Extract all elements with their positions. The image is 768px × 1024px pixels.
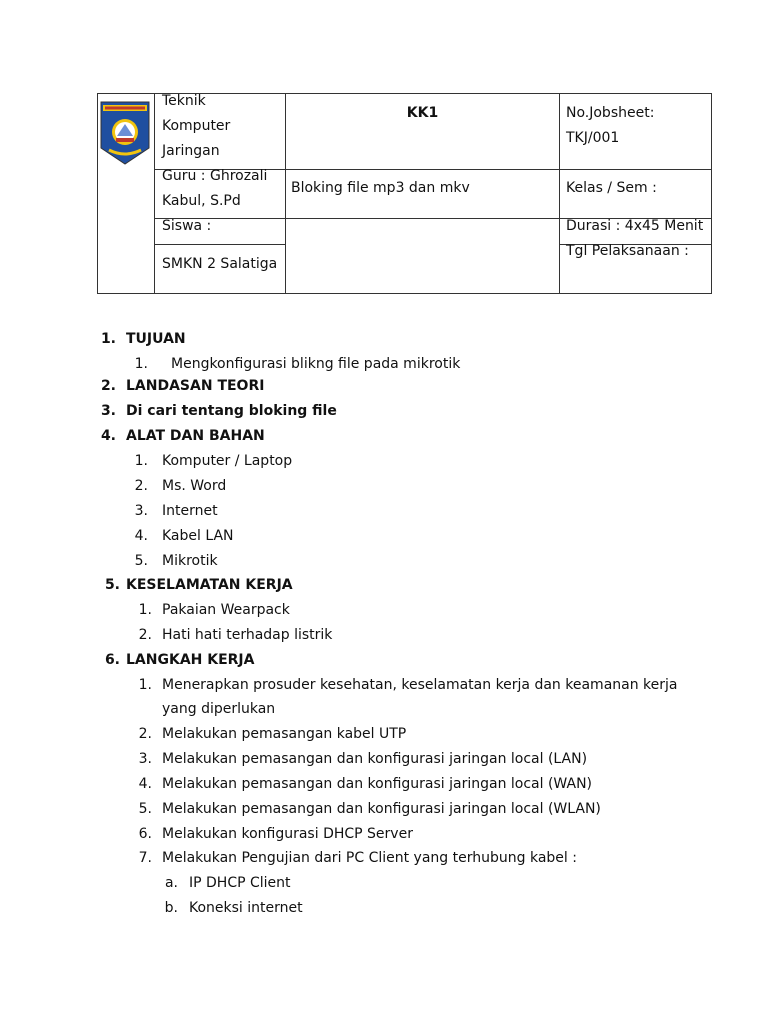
kk-title: KK1	[406, 105, 439, 121]
guru-line: Kabul, S.Pd	[162, 193, 241, 209]
header-table	[97, 93, 712, 294]
dept-line: Jaringan	[162, 143, 220, 159]
section-number: 1.	[100, 331, 116, 347]
kelas-label: Kelas / Sem :	[566, 180, 657, 196]
jobsheet-label: No.Jobsheet:	[566, 105, 655, 121]
section-title: TUJUAN	[126, 331, 186, 347]
dept-line: Komputer	[162, 118, 231, 134]
school-name: SMKN 2 Salatiga	[162, 256, 278, 272]
tgl-label: Tgl Pelaksanaan :	[566, 243, 689, 259]
table-line	[559, 93, 560, 294]
table-line	[154, 93, 155, 294]
siswa-label: Siswa :	[162, 218, 212, 234]
dept-line: Teknik	[162, 93, 206, 109]
subject-text: Bloking file mp3 dan mkv	[291, 180, 470, 196]
guru-line: Guru : Ghrozali	[162, 168, 268, 184]
durasi-label: Durasi : 4x45 Menit	[566, 218, 704, 234]
table-line	[154, 244, 286, 245]
jobsheet-number: TKJ/001	[566, 130, 620, 146]
school-logo	[99, 100, 151, 166]
